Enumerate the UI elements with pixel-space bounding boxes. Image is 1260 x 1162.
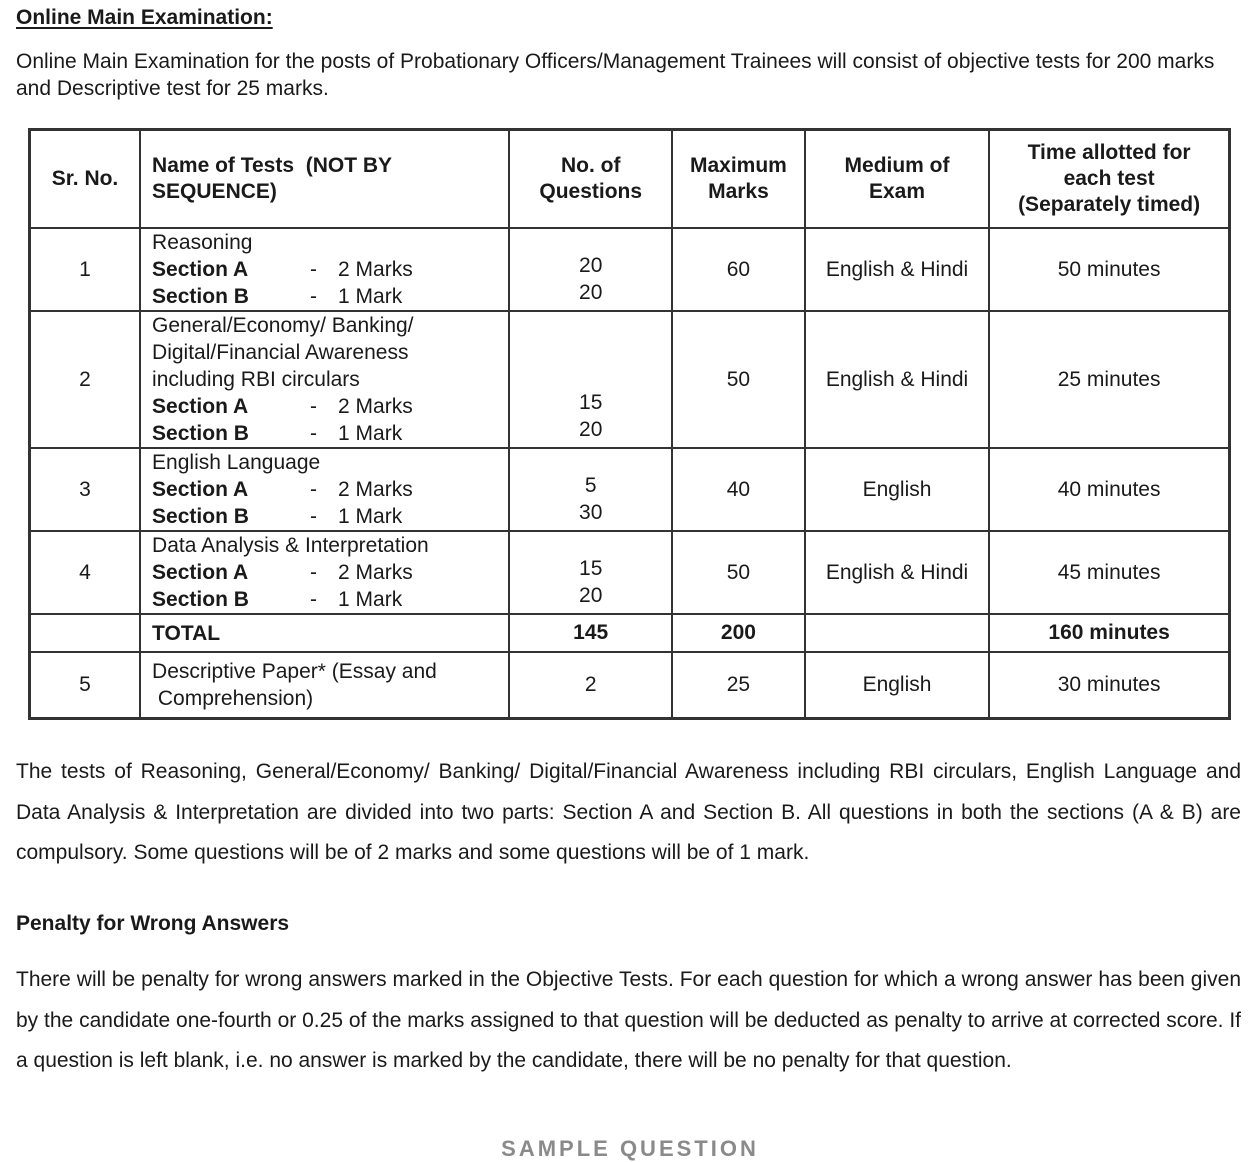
row-sr-no: 1 — [30, 228, 141, 311]
total-medium-cell — [805, 614, 989, 652]
section-b-label: Section B — [152, 285, 249, 308]
header-name-of-tests: Name of Tests (NOT BY SEQUENCE) — [140, 130, 509, 229]
row-medium: English & Hindi — [805, 531, 989, 614]
row-time: 25 minutes — [989, 311, 1229, 448]
row-time: 45 minutes — [989, 531, 1229, 614]
section-b-line — [152, 283, 508, 310]
section-a-marks: 2 Marks — [338, 478, 413, 501]
section-b-label: Section B — [152, 588, 249, 611]
section-a-questions: 20 — [579, 254, 603, 277]
section-b-label: Section B — [152, 422, 249, 445]
test-name-line: General/Economy/ Banking/ — [152, 314, 414, 337]
table-header-row — [30, 130, 1230, 229]
row-max-marks: 50 — [672, 531, 805, 614]
section-a-label: Section A — [152, 478, 249, 501]
row-test-name — [140, 531, 509, 614]
dash-separator: - — [310, 395, 318, 418]
total-time: 160 minutes — [989, 614, 1229, 652]
row-sr-no: 4 — [30, 531, 141, 614]
row-max-marks: 50 — [672, 311, 805, 448]
table-row-descriptive — [30, 652, 1230, 718]
row-sr-no: 5 — [30, 652, 141, 718]
section-a-line — [152, 559, 508, 586]
page-heading: Online Main Examination: — [16, 6, 273, 29]
section-a-line — [152, 476, 508, 503]
test-name-line: Digital/Financial Awareness — [152, 341, 409, 364]
section-a-label: Section A — [152, 395, 249, 418]
row-questions — [509, 311, 672, 448]
row-test-name — [140, 228, 509, 311]
section-b-marks: 1 Mark — [338, 422, 403, 445]
row-sr-no: 2 — [30, 311, 141, 448]
exam-pattern-table — [28, 128, 1231, 720]
dash-separator: - — [310, 588, 318, 611]
total-max-marks: 200 — [672, 614, 805, 652]
row-sr-no: 3 — [30, 448, 141, 531]
dash-separator: - — [310, 422, 318, 445]
total-label: TOTAL — [140, 614, 509, 652]
dash-separator: - — [310, 505, 318, 528]
section-a-questions: 15 — [579, 391, 603, 414]
section-a-line — [152, 393, 508, 420]
test-name-line: English Language — [152, 451, 321, 474]
table-row — [30, 531, 1230, 614]
total-questions: 145 — [509, 614, 672, 652]
row-test-name — [140, 311, 509, 448]
section-b-line — [152, 503, 508, 530]
row-time: 50 minutes — [989, 228, 1229, 311]
row-medium: English — [805, 448, 989, 531]
penalty-heading: Penalty for Wrong Answers — [16, 912, 290, 935]
section-b-marks: 1 Mark — [338, 505, 403, 528]
section-a-line — [152, 256, 508, 283]
dash-separator: - — [310, 285, 318, 308]
section-b-questions: 20 — [579, 281, 603, 304]
header-medium-of-exam: Medium of Exam — [805, 130, 989, 229]
table-row — [30, 228, 1230, 311]
dash-separator: - — [310, 258, 318, 281]
table-row — [30, 311, 1230, 448]
test-name-line: Data Analysis & Interpretation — [152, 534, 429, 557]
section-b-marks: 1 Mark — [338, 588, 403, 611]
next-section-heading: SAMPLE QUESTION — [501, 1136, 759, 1161]
table-row — [30, 448, 1230, 531]
total-row — [30, 614, 1230, 652]
row-questions — [509, 228, 672, 311]
section-b-questions: 20 — [579, 584, 603, 607]
row-questions: 2 — [509, 652, 672, 718]
test-name-line: including RBI circulars — [152, 368, 360, 391]
row-time: 30 minutes — [989, 652, 1229, 718]
header-sr-no: Sr. No. — [30, 130, 141, 229]
row-questions — [509, 531, 672, 614]
section-b-label: Section B — [152, 505, 249, 528]
section-b-marks: 1 Mark — [338, 285, 403, 308]
section-b-line — [152, 420, 508, 447]
header-time-allotted: Time allotted for each test (Separately timed) — [989, 130, 1229, 229]
dash-separator: - — [310, 478, 318, 501]
section-a-marks: 2 Marks — [338, 561, 413, 584]
section-a-questions: 15 — [579, 557, 603, 580]
section-b-line — [152, 586, 508, 613]
section-a-marks: 2 Marks — [338, 395, 413, 418]
row-test-name: Descriptive Paper* (Essay and Comprehension) — [140, 652, 509, 718]
row-max-marks: 40 — [672, 448, 805, 531]
penalty-paragraph: There will be penalty for wrong answers marked in the Objective Tests. For each question for which a wrong answer has been given by the candidate one-fourth or 0.25 of the marks assigned to that question will be deducted as penalty to arrive at corrected score. If a question is left blank, i.e. no answer is marked by the candidate, there will be no penalty for that question. — [16, 968, 1241, 1072]
sections-paragraph: The tests of Reasoning, General/Economy/ Banking/ Digital/Financial Awareness including RBI circulars, English Language and Data Analysis & Interpretation are divided into two parts: Section A and Section B. All questions in both the sections (A & B) are compulsory. Some questions will be of 2 marks and some questions will be of 1 mark. — [16, 760, 1241, 864]
row-time: 40 minutes — [989, 448, 1229, 531]
section-a-marks: 2 Marks — [338, 258, 413, 281]
section-b-questions: 30 — [579, 501, 603, 524]
row-medium: English & Hindi — [805, 311, 989, 448]
row-max-marks: 25 — [672, 652, 805, 718]
header-maximum-marks: Maximum Marks — [672, 130, 805, 229]
section-a-questions: 5 — [584, 474, 597, 497]
table-body — [30, 228, 1230, 718]
row-questions — [509, 448, 672, 531]
section-a-label: Section A — [152, 258, 249, 281]
header-no-of-questions: No. of Questions — [509, 130, 672, 229]
test-name-line: Reasoning — [152, 231, 253, 254]
intro-text: Online Main Examination for the posts of Probationary Officers/Management Trainees will consist of objective tests for 200 marks and Descriptive test for 25 marks. — [16, 50, 1215, 100]
section-a-label: Section A — [152, 561, 249, 584]
dash-separator: - — [310, 561, 318, 584]
total-sr-cell — [30, 614, 141, 652]
row-max-marks: 60 — [672, 228, 805, 311]
section-b-questions: 20 — [579, 418, 603, 441]
row-medium: English — [805, 652, 989, 718]
row-test-name — [140, 448, 509, 531]
row-medium: English & Hindi — [805, 228, 989, 311]
